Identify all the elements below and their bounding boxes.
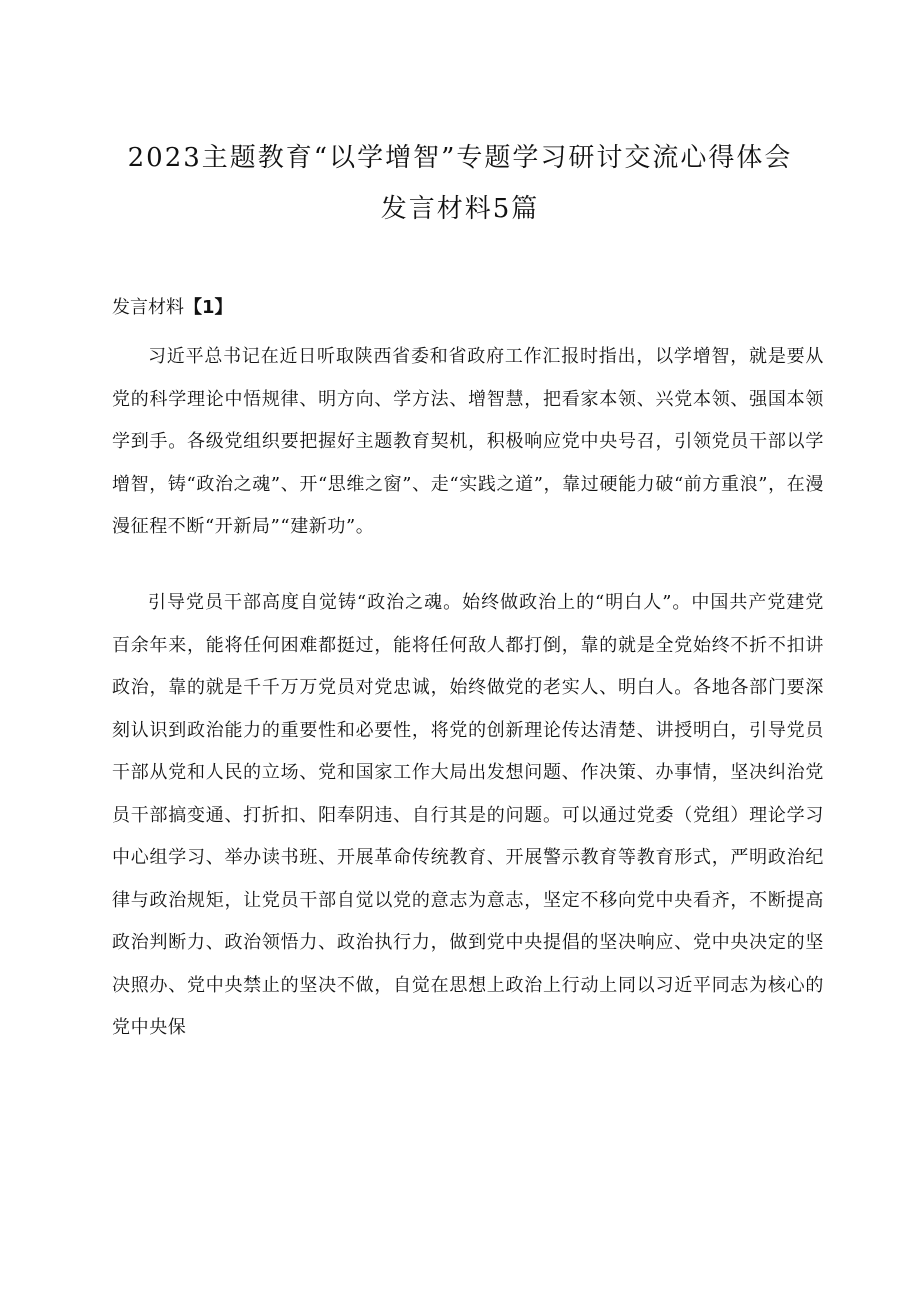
section-heading-text: 发言材料 [112,297,184,318]
document-title-line-1: 2023主题教育“以学增智”专题学习研讨交流心得体会 [127,143,793,173]
paragraph-2: 引导党员干部高度自觉铸“政治之魂。始终做政治上的“明白人”。中国共产党建党百余年来，能将任何困难都挺过，能将任何敌人都打倒，靠的就是全党始终不折不扣讲政治，靠的就是千千万万党员对党忠诚，始终做党的老实人、明白人。各地各部门要深刻认识到政治能力的重要性和必要性，将党的创新理论传达清楚、讲授明白，引导党员干部从党和人民的立场、党和国家工作大局出发想问题、作决策、办事情，坚决纠治党员干部搞变通、打折扣、阳奉阴违、自行其是的问题。可以通过党委（党组）理论学习中心组学习、举办读书班、开展革命传统教育、开展警示教育等教育形式，严明政治纪律与政治规矩，让党员干部自觉以党的意志为意志，坚定不移向党中央看齐，不断提高政治判断力、政治领悟力、政治执行力，做到党中央提倡的坚决响应、党中央决定的坚决照办、党中央禁止的坚决不做，自觉在思想上政治上行动上同以习近平同志为核心的党中央保 [112,592,824,1038]
section-heading [112,294,233,322]
paragraph-1: 习近平总书记在近日听取陕西省委和省政府工作汇报时指出，以学增智，就是要从党的科学理论中悟规律、明方向、学方法、增智慧，把看家本领、兴党本领、强国本领学到手。各级党组织要把握好主题教育契机，积极响应党中央号召，引领党员干部以学增智，铸“政治之魂”、开“思维之窗”、走“实践之道”，靠过硬能力破“前方重浪”，在漫漫征程不断“开新局”“建新功”。 [112,346,824,537]
document-title-line-2: 发言材料5篇 [380,194,540,224]
section-heading-number: 【1】 [184,297,233,318]
